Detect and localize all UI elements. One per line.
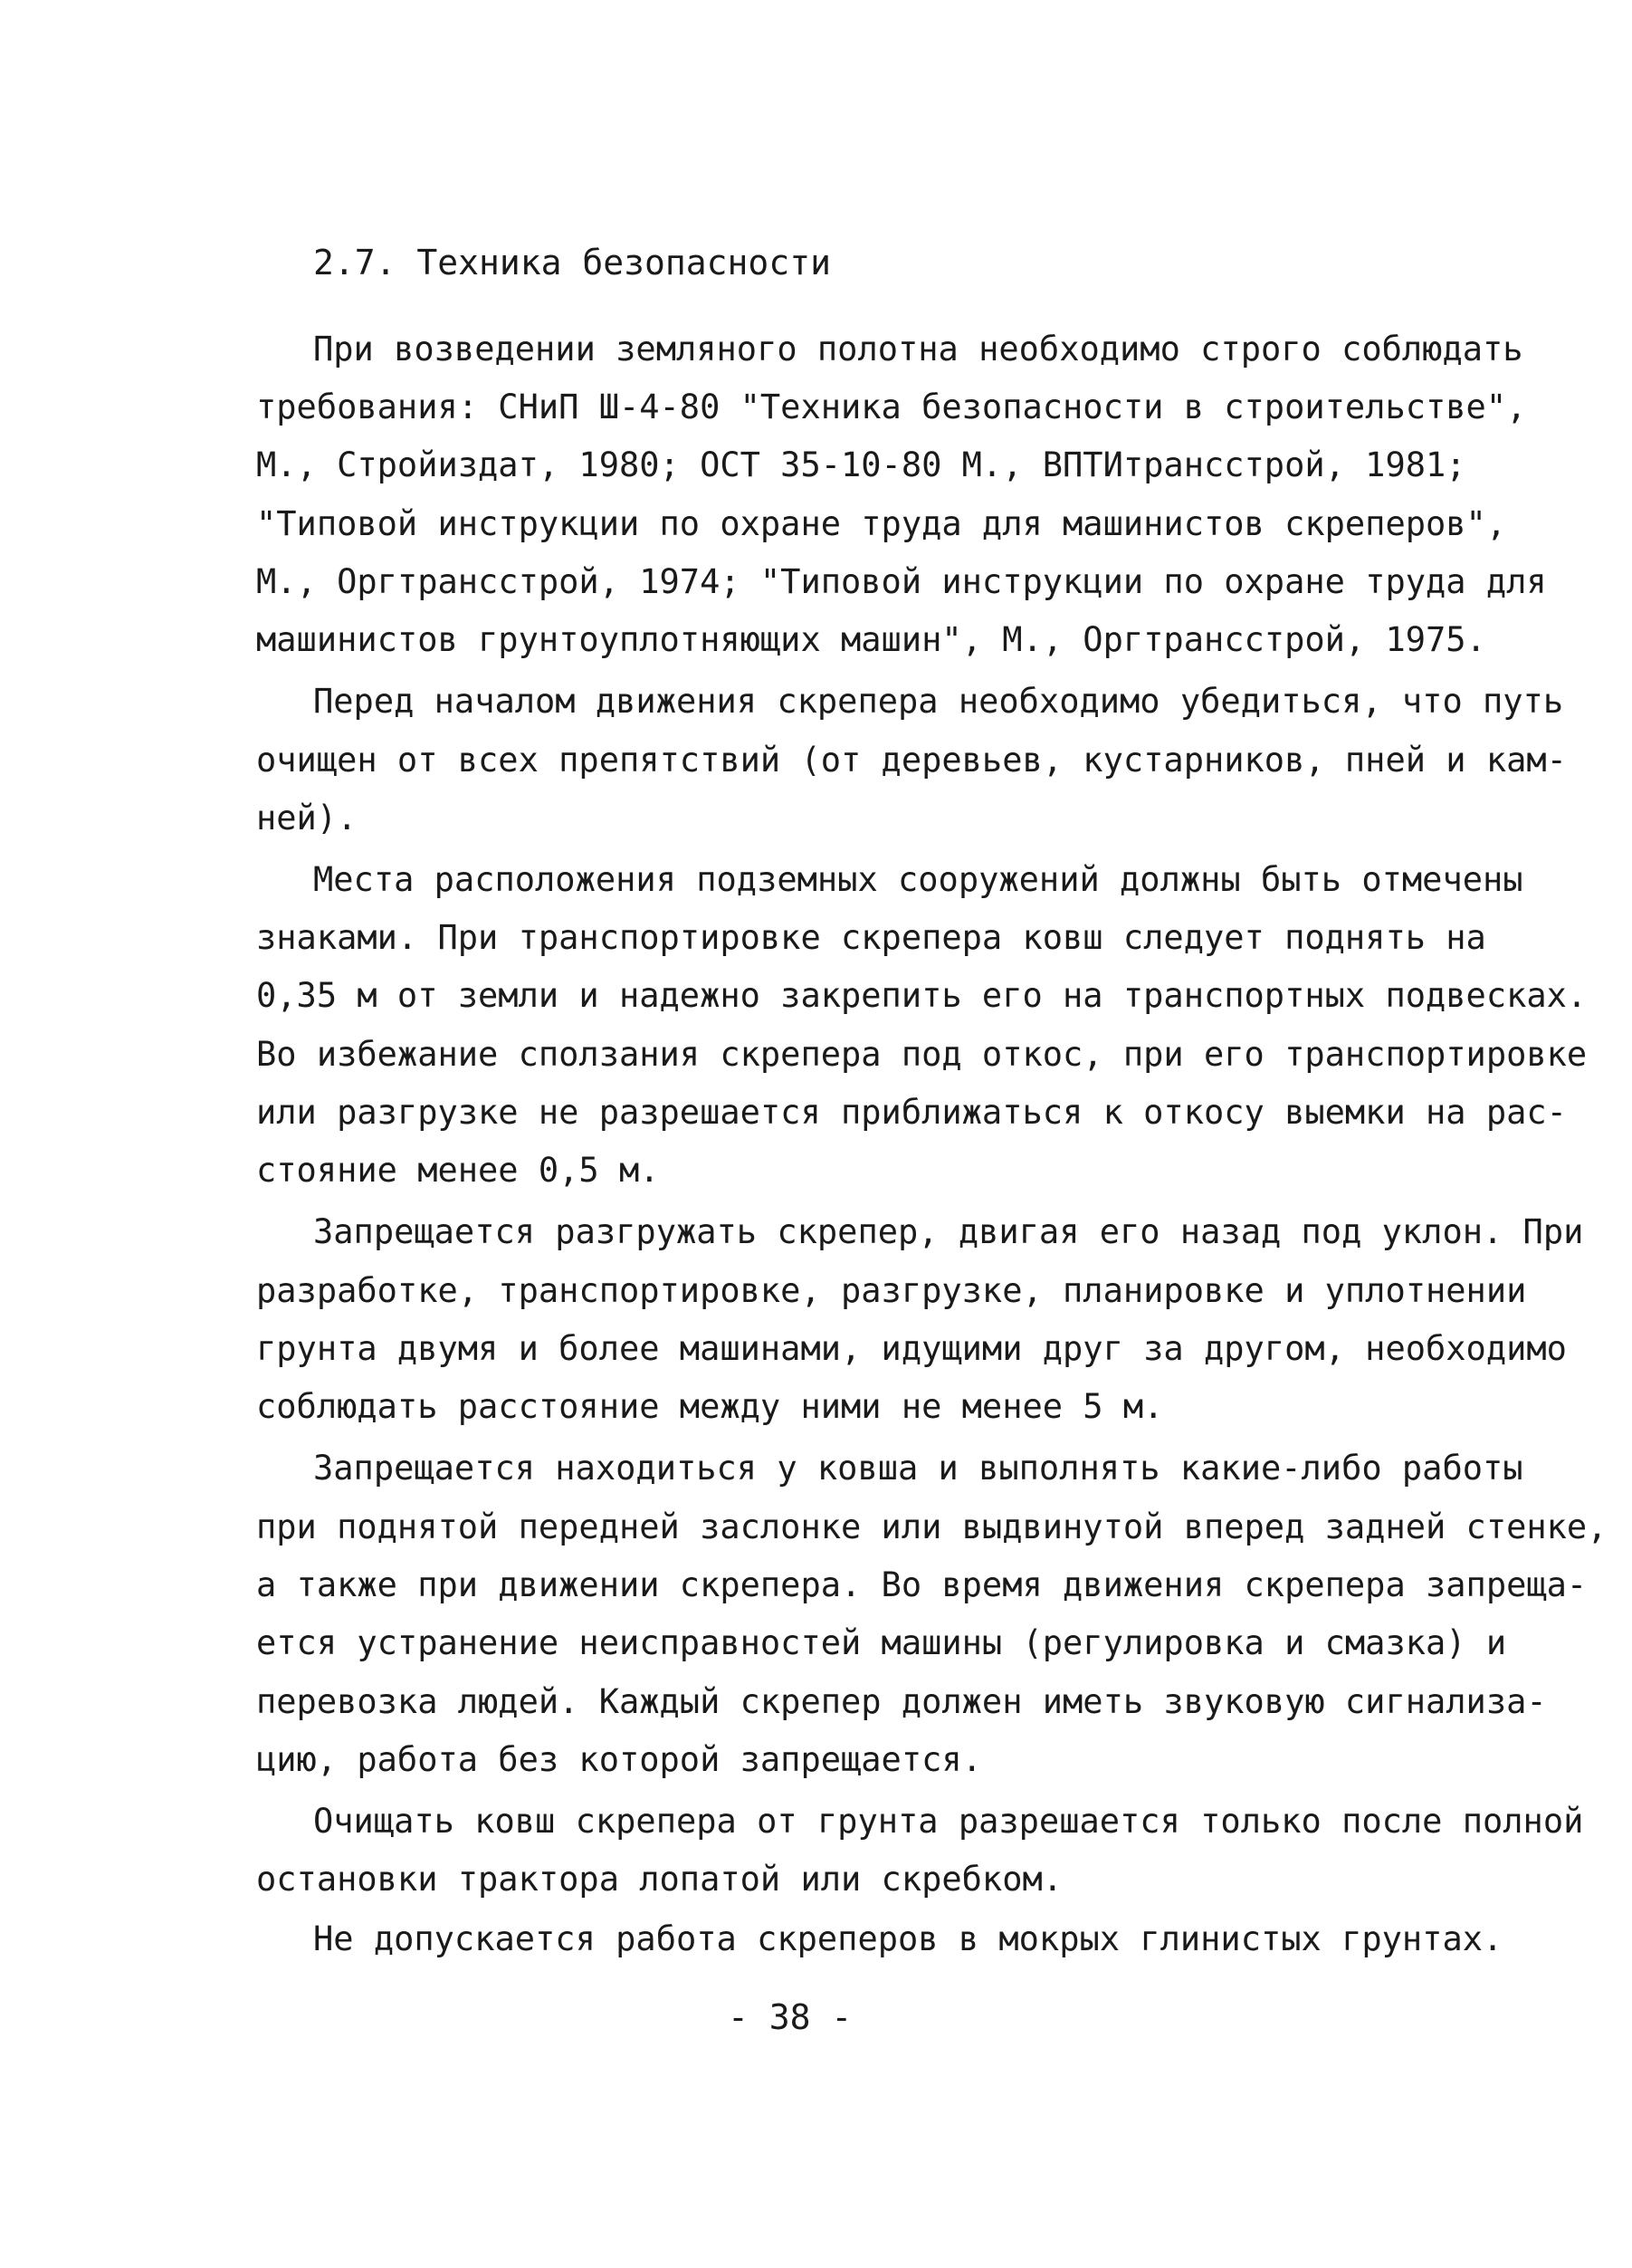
paragraph-line: Не допускается работа скреперов в мокрых глинистых грунтах. (313, 1919, 1503, 1958)
paragraph-line: Запрещается находиться у ковша и выполнять какие-либо работы (313, 1449, 1523, 1488)
paragraph-line: очищен от всех препятствий (от деревьев, кустарников, пней и кам- (256, 741, 1567, 780)
paragraph-line: перевозка людей. Каждый скрепер должен иметь звуковую сигнализа- (256, 1682, 1547, 1721)
paragraph-line: 0,35 м от земли и надежно закрепить его на транспортных подвесках. (256, 976, 1588, 1015)
paragraph-line: стояние менее 0,5 м. (256, 1151, 660, 1190)
paragraph-line: машинистов грунтоуплотняющих машин", М., Оргтрансстрой, 1975. (256, 620, 1486, 659)
paragraph-line: "Типовой инструкции по охране труда для машинистов скреперов", (256, 504, 1507, 543)
paragraph-line: разработке, транспортировке, разгрузке, планировке и уплотнении (256, 1271, 1527, 1310)
paragraph-line: ней). (256, 799, 358, 837)
paragraph-line: требования: СНиП Ш-4-80 "Техника безопасности в строительстве", (256, 388, 1527, 426)
paragraph-line: остановки трактора лопатой или скребком. (256, 1860, 1064, 1899)
paragraph-line: или разгрузке не разрешается приближаться к откосу выемки на рас- (256, 1093, 1567, 1132)
paragraph-line: грунта двумя и более машинами, идущими друг за другом, необходимо (256, 1329, 1567, 1368)
paragraph-line: при поднятой передней заслонке или выдвинутой вперед задней стенке, (256, 1507, 1608, 1546)
paragraph-line: соблюдать расстояние между ними не менее 5 м. (256, 1387, 1164, 1426)
section-heading: 2.7. Техника безопасности (313, 243, 831, 282)
paragraph-line: Очищать ковш скрепера от грунта разрешается только после полной (313, 1802, 1584, 1841)
paragraph-line: Перед началом движения скрепера необходимо убедиться, что путь (313, 682, 1564, 721)
page-number: - 38 - (728, 1997, 853, 2037)
paragraph-line: М., Стройиздат, 1980; ОСТ 35-10-80 М., ВПТИтрансстрой, 1981; (256, 445, 1466, 484)
paragraph-line: Места расположения подземных сооружений должны быть отмечены (313, 860, 1523, 899)
paragraph-line: Запрещается разгружать скрепер, двигая его назад под уклон. При (313, 1212, 1584, 1251)
paragraph-line: При возведении земляного полотна необходимо строго соблюдать (313, 330, 1523, 368)
paragraph-line: ется устранение неисправностей машины (регулировка и смазка) и (256, 1623, 1507, 1662)
paragraph-line: знаками. При транспортировке скрепера ковш следует поднять на (256, 918, 1486, 957)
paragraph-line: М., Оргтрансстрой, 1974; "Типовой инструкции по охране труда для (256, 562, 1547, 601)
paragraph-line: а также при движении скрепера. Во время движения скрепера запреща- (256, 1565, 1588, 1604)
paragraph-line: Во избежание сползания скрепера под откос, при его транспортировке (256, 1035, 1588, 1074)
paragraph-line: цию, работа без которой запрещается. (256, 1740, 982, 1779)
